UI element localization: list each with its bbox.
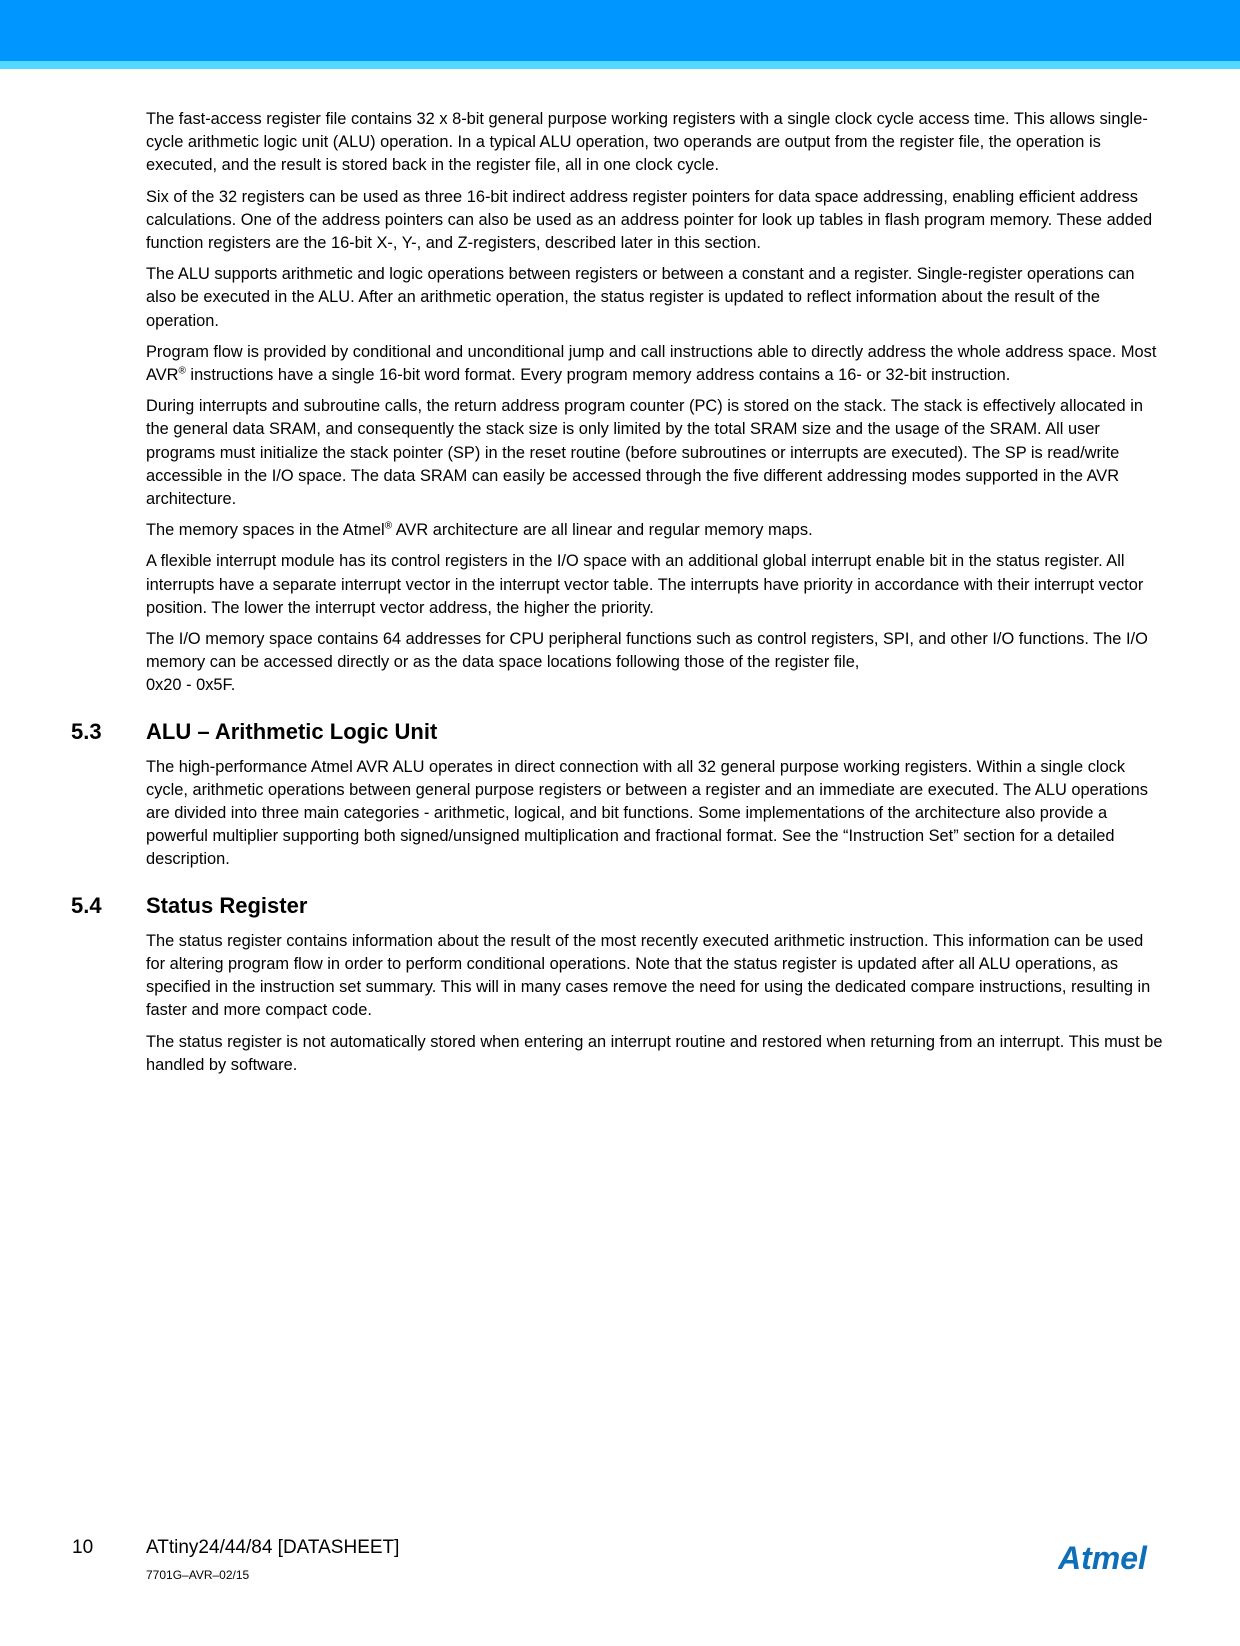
atmel-logo bbox=[1058, 1540, 1170, 1576]
p8-line-1: The I/O memory space contains 64 addresses for CPU peripheral functions such as control registers, SPI, and other I/O functions. The I/O memory can be accessed directly or as the data space locations following those of the register file, bbox=[146, 630, 1148, 672]
intro-paragraph-1: The fast-access register file contains 32 x 8-bit general purpose working registers with a single clock cycle access time. This allows single-cycle arithmetic logic unit (ALU) operation. In a typical ALU operation, two operands are output from the register file, the operation is executed, and the result is stored back in the register file, all in one clock cycle. bbox=[146, 110, 1148, 175]
section-title: ALU – Arithmetic Logic Unit bbox=[146, 718, 438, 744]
registered-mark: ® bbox=[384, 520, 393, 532]
atmel-logo-text: Atmel bbox=[1058, 1540, 1147, 1576]
p4-text-pre: Program flow is provided by conditional and unconditional jump and call instructions able to directly address the whole address space. Most AVR bbox=[146, 342, 1157, 385]
header-bar bbox=[0, 0, 1240, 61]
section-number: 5.4 bbox=[71, 892, 102, 918]
intro-paragraph-4 bbox=[146, 341, 1166, 387]
intro-paragraph-7: A flexible interrupt module has its control registers in the I/O space with an additional global interrupt enable bit in the status register. All interrupts have a separate interrupt vector in the interrupt vector table. The interrupts have priority in accordance with their interrupt vector position. The lower the interrupt vector address, the higher the priority. bbox=[146, 552, 1144, 617]
page-number: 10 bbox=[72, 1537, 94, 1558]
registered-mark: ® bbox=[178, 365, 186, 377]
intro-paragraph-8 bbox=[146, 628, 1166, 698]
p6-text-post: AVR architecture are all linear and regular memory maps. bbox=[392, 521, 813, 540]
page-content bbox=[71, 108, 1166, 1085]
p6-text-pre: The memory spaces in the Atmel bbox=[146, 521, 385, 540]
status-paragraph-2: The status register is not automatically stored when entering an interrupt routine and restored when returning from an interrupt. This must be handled by software. bbox=[146, 1032, 1163, 1074]
p4-text-post: instructions have a single 16-bit word format. Every program memory address contains a 16- or 32-bit instruction. bbox=[185, 366, 1011, 385]
document-title: ATtiny24/44/84 [DATASHEET] bbox=[146, 1537, 400, 1558]
intro-paragraph-3: The ALU supports arithmetic and logic operations between registers or between a constant and a register. Single-register operations can also be executed in the ALU. After an arithmetic operation, the status register is updated to reflect information about the result of the operation. bbox=[146, 265, 1135, 330]
alu-paragraph-1: The high-performance Atmel AVR ALU operates in direct connection with all 32 general purpose working registers. Within a single clock cycle, arithmetic operations between general purpose registers or between a register and an immediate are executed. The ALU operations are divided into three main categories - arithmetic, logical, and bit functions. Some implementations of the architecture also provide a powerful multiplier supporting both signed/unsigned multiplication and fractional format. See the “Instruction Set” section for a detailed description. bbox=[146, 757, 1148, 869]
header-stripe bbox=[0, 61, 1240, 69]
intro-paragraph-2: Six of the 32 registers can be used as three 16-bit indirect address register pointers for data space addressing, enabling efficient address calculations. One of the address pointers can also be used as an address pointer for look up tables in flash program memory. These added function registers are the 16-bit X-, Y-, and Z-registers, described later in this section. bbox=[146, 187, 1153, 253]
p8-line-2: 0x20 - 0x5F. bbox=[146, 676, 236, 695]
document-revision: 7701G–AVR–02/15 bbox=[146, 1568, 250, 1582]
section-heading-status-register bbox=[71, 892, 1166, 920]
section-title: Status Register bbox=[146, 892, 308, 918]
section-heading-alu bbox=[71, 718, 1166, 746]
status-paragraph-1: The status register contains information about the result of the most recently executed arithmetic instruction. This information can be used for altering program flow in order to perform conditional operations. Note that the status register is updated after all ALU operations, as specified in the instruction set summary. This will in many cases remove the need for using the dedicated compare instructions, resulting in faster and more compact code. bbox=[146, 931, 1151, 1020]
intro-paragraph-6 bbox=[146, 519, 1166, 542]
section-number: 5.3 bbox=[71, 718, 102, 744]
intro-paragraph-5: During interrupts and subroutine calls, the return address program counter (PC) is stored on the stack. The stack is effectively allocated in the general data SRAM, and consequently the stack size is only limited by the total SRAM size and the usage of the SRAM. All user programs must initialize the stack pointer (SP) in the reset routine (before subroutines or interrupts are executed). The SP is read/write accessible in the I/O space. The data SRAM can easily be accessed through the five different addressing modes supported in the AVR architecture. bbox=[146, 397, 1143, 509]
